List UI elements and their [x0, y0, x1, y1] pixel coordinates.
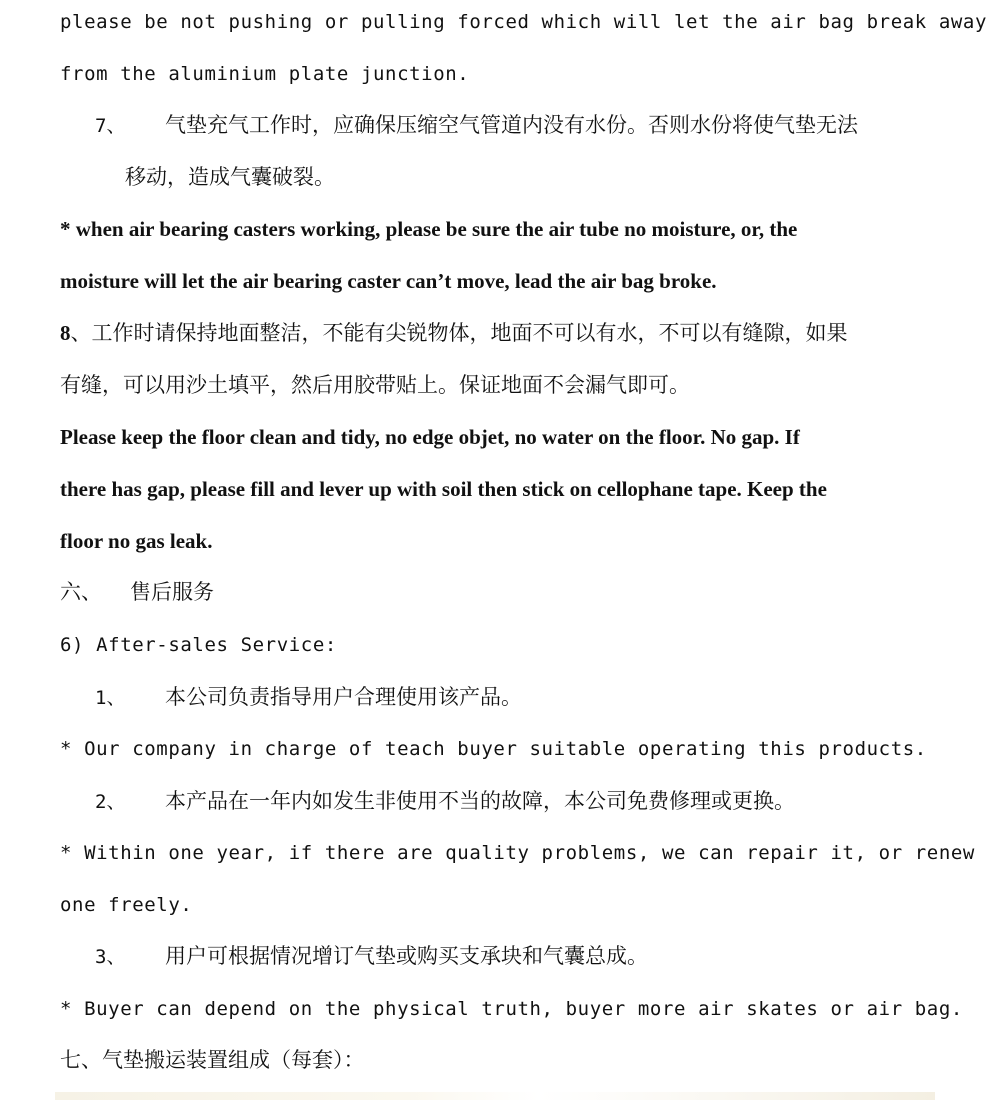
text-line: there has gap, please fill and lever up with soil then stick on cellophane tape. Keep the — [60, 477, 827, 501]
numbered-item-3 — [95, 943, 648, 972]
text-line: * Within one year, if there are quality problems, we can repair it, or renew — [60, 842, 975, 864]
text-line: 移动，造成气囊破裂。 — [125, 165, 335, 189]
text-line: * Our company in charge of teach buyer suitable operating this products. — [60, 738, 927, 760]
text-line: from the aluminium plate junction. — [60, 63, 470, 85]
text-line: one freely. — [60, 894, 193, 916]
item-text: 用户可根据情况增订气垫或购买支承块和气囊总成。 — [165, 944, 648, 968]
item-text: 、工作时请保持地面整洁，不能有尖锐物体，地面不可以有水，不可以有缝隙，如果 — [70, 321, 848, 345]
text-line: * when air bearing casters working, please be sure the air tube no moisture, or, the — [60, 217, 798, 241]
section-title: 售后服务 — [130, 580, 214, 604]
numbered-item-7 — [95, 112, 858, 141]
item-text: 气垫充气工作时，应确保压缩空气管道内没有水份。否则水份将使气垫无法 — [165, 113, 858, 137]
item-number: 1、 — [95, 687, 126, 709]
section-heading-7: 七、气垫搬运装置组成（每套）： — [60, 1048, 365, 1072]
section-number: 六、 — [60, 580, 102, 604]
item-number: 2、 — [95, 791, 126, 813]
section-heading-en: 6) After-sales Service: — [60, 634, 337, 656]
text-line: * Buyer can depend on the physical truth, buyer more air skates or air bag. — [60, 998, 963, 1020]
numbered-item-1 — [95, 684, 522, 713]
item-number: 7、 — [95, 115, 126, 137]
numbered-item-8 — [60, 320, 848, 349]
item-text: 本公司负责指导用户合理使用该产品。 — [165, 685, 522, 709]
text-line: moisture will let the air bearing caster can’t move, lead the air bag broke. — [60, 269, 717, 293]
text-line: please be not pushing or pulling forced which will let the air bag break away — [60, 11, 987, 33]
item-text: 本产品在一年内如发生非使用不当的故障，本公司免费修理或更换。 — [165, 789, 795, 813]
item-number: 8 — [60, 321, 71, 345]
numbered-item-2 — [95, 788, 795, 817]
text-line: Please keep the floor clean and tidy, no edge objet, no water on the floor. No gap. If — [60, 425, 800, 449]
image-edge-strip — [55, 1092, 935, 1100]
text-line: floor no gas leak. — [60, 529, 213, 553]
item-number: 3、 — [95, 946, 126, 968]
section-heading-6 — [60, 579, 214, 608]
text-line: 有缝，可以用沙土填平，然后用胶带贴上。保证地面不会漏气即可。 — [60, 373, 690, 397]
